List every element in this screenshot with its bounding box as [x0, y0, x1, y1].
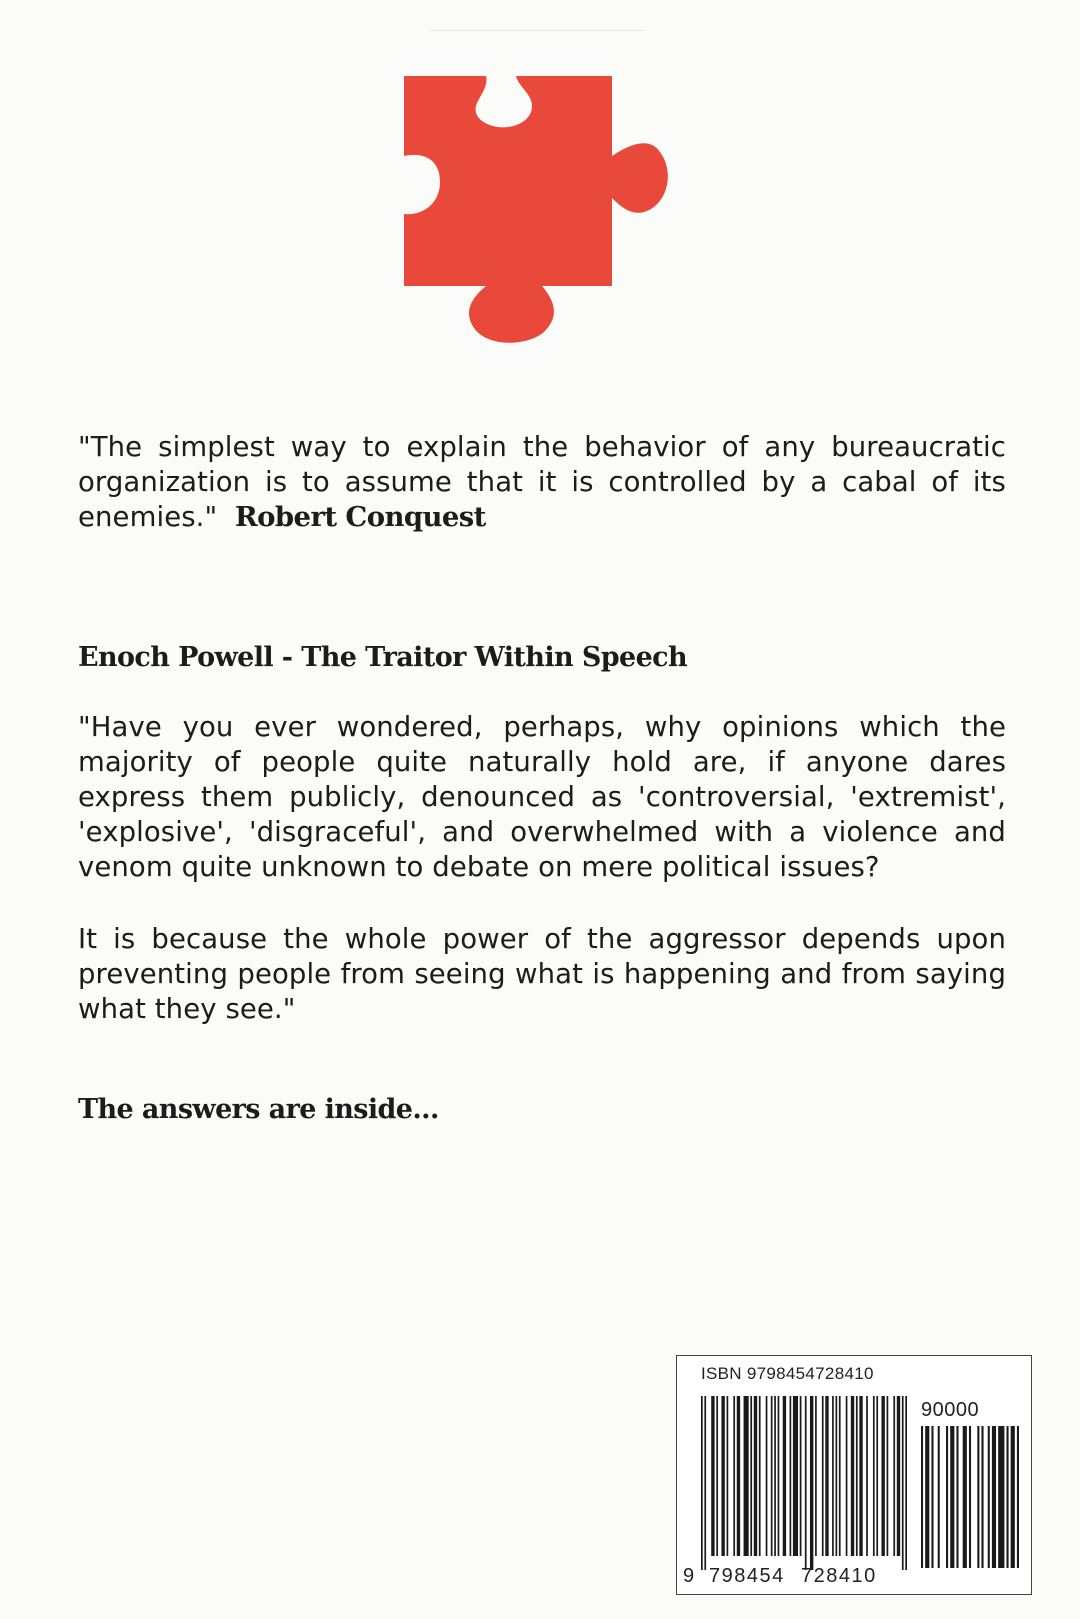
barcode-bar [721, 1396, 724, 1556]
barcode-bar [876, 1396, 878, 1556]
barcode-bar [873, 1396, 875, 1556]
barcode-bar [790, 1396, 792, 1556]
barcode-bar [783, 1396, 786, 1556]
barcode-bar [750, 1396, 752, 1556]
barcode-bar [704, 1396, 706, 1570]
barcode-bar [815, 1396, 817, 1556]
barcode-bar [836, 1396, 838, 1556]
top-divider [430, 30, 645, 31]
barcode-bar [902, 1396, 904, 1570]
barcode-bar [744, 1396, 749, 1556]
barcode-bar [774, 1396, 776, 1556]
barcode-bar [977, 1426, 979, 1568]
conquest-quote-text: "The simplest way to explain the behavior of any bureaucratic organization is to assume that it is controlled by a cabal of its enemies." [78, 431, 1006, 533]
barcode-bar [832, 1396, 834, 1556]
barcode-bar [859, 1396, 862, 1556]
barcode-bar [887, 1396, 889, 1556]
barcode-lead-digit: 9 [683, 1565, 695, 1587]
barcode-bar [711, 1396, 714, 1556]
barcode-bar [963, 1426, 967, 1568]
conquest-quote-author: Robert Conquest [234, 501, 486, 533]
barcode-bar [716, 1396, 718, 1556]
barcode-bar [839, 1396, 841, 1556]
barcode-bar [846, 1396, 848, 1556]
barcode-bar [810, 1396, 813, 1570]
barcode-bar [805, 1396, 807, 1570]
barcode-bar [905, 1396, 907, 1570]
powell-quote-paragraph-1: "Have you ever wondered, perhaps, why opinions which the majority of people quite naturally hold are, if anyone dares express them publicly, denounced as 'controversial, 'extremist', 'explosive', 'disgraceful', and overwhelmed with a violence and venom quite unknown to debate on mere political issues? [78, 711, 1006, 883]
addon-barcode-bars [921, 1426, 1019, 1568]
barcode-bar [851, 1396, 854, 1556]
barcode-bar [981, 1426, 983, 1568]
barcode-bar [946, 1426, 948, 1568]
barcode-bar [938, 1426, 940, 1568]
barcode-bar [956, 1426, 958, 1568]
barcode-bar [866, 1396, 868, 1556]
barcode-bar [1017, 1426, 1019, 1568]
barcode-bar [793, 1396, 798, 1556]
puzzle-piece-shape [404, 76, 668, 343]
barcode-bar [893, 1396, 895, 1556]
barcode-bar [771, 1396, 773, 1556]
conquest-quote [78, 430, 1006, 535]
barcode-bar [701, 1396, 703, 1570]
isbn-barcode [676, 1355, 1032, 1595]
barcode-bar [1006, 1426, 1008, 1568]
puzzle-piece-icon [404, 76, 676, 346]
barcode-bar [825, 1396, 828, 1556]
barcode-bar [925, 1426, 929, 1568]
barcode-digits-left: 798454 [709, 1565, 785, 1587]
barcode-bar [766, 1396, 768, 1556]
barcode-bar [727, 1396, 729, 1556]
barcode-bar [733, 1396, 735, 1556]
barcode-bar [822, 1396, 824, 1556]
barcode-bar [754, 1396, 757, 1556]
barcode-bar [800, 1396, 802, 1556]
barcode-bar [969, 1426, 971, 1568]
barcode-bar [881, 1396, 884, 1556]
isbn-label: ISBN 9798454728410 [701, 1364, 874, 1383]
main-barcode-bars [701, 1396, 907, 1570]
barcode-bar [992, 1426, 996, 1568]
powell-heading: Enoch Powell - The Traitor Within Speech [78, 642, 688, 673]
barcode-bar [921, 1426, 923, 1568]
barcode-bar [998, 1426, 1004, 1568]
barcode-bar [1011, 1426, 1015, 1568]
barcode-bar [897, 1396, 900, 1556]
barcode-bar [950, 1426, 954, 1568]
powell-quote-paragraph-2: It is because the whole power of the aggressor depends upon preventing people from seeing what is happening and from saying what they see." [78, 923, 1006, 1025]
barcode-price-code: 90000 [921, 1399, 980, 1421]
barcode-bar [988, 1426, 990, 1568]
barcode-bar [778, 1396, 780, 1556]
barcode-bar [759, 1396, 761, 1556]
barcode-bar [737, 1396, 740, 1556]
barcode-bar [931, 1426, 933, 1568]
closing-line: The answers are inside... [78, 1094, 439, 1125]
barcode-bar [856, 1396, 858, 1556]
barcode-digits-right: 728410 [801, 1565, 877, 1587]
